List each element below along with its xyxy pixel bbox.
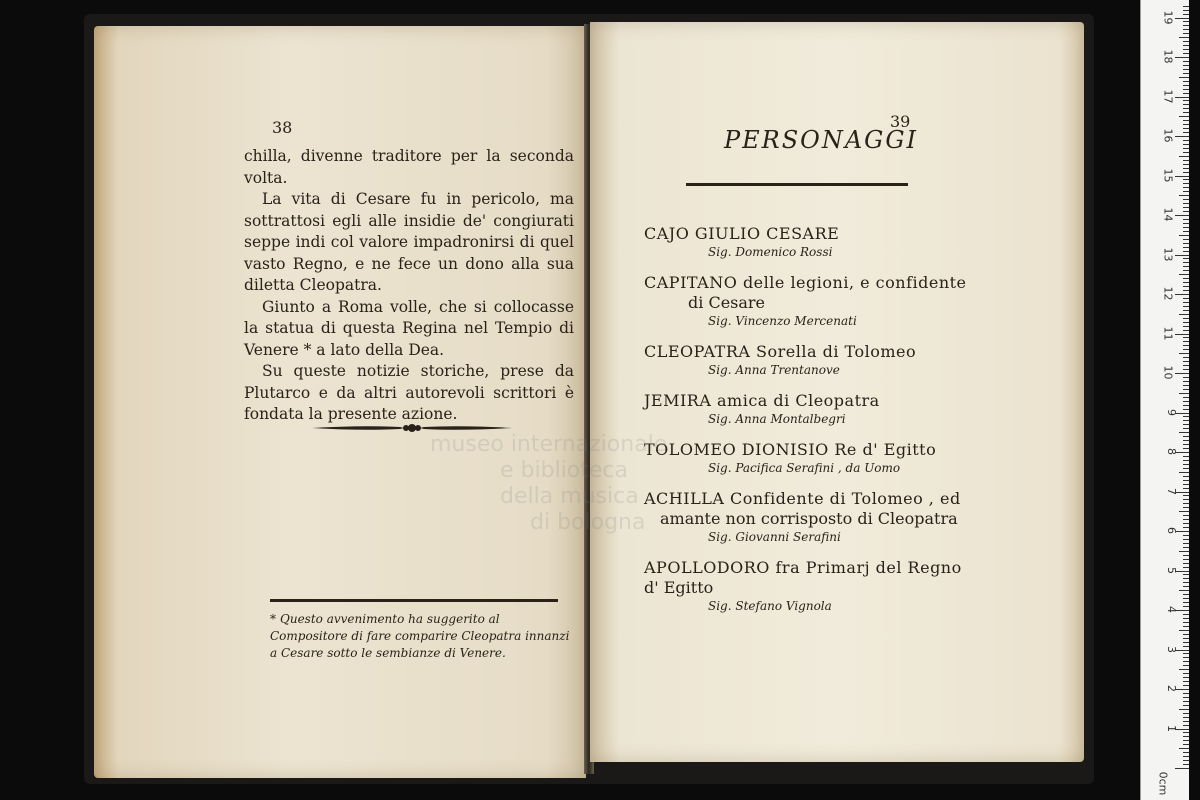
ruler-tick [1183,657,1189,658]
role-text: CAJO GIULIO CESARE [644,224,840,243]
cast-entry [644,558,974,615]
ruler-tick [1183,152,1189,153]
ruler-tick [1183,148,1189,149]
ruler-tick [1183,618,1189,619]
ruler-tick [1183,124,1189,125]
ruler-tick [1175,97,1189,98]
footnote-marker: * [270,612,276,626]
ruler-number: 2 [1165,685,1178,692]
watermark-line: e biblioteca [500,458,628,483]
ruler-tick [1183,744,1189,745]
ruler-tick [1183,61,1189,62]
ruler-tick [1183,752,1189,753]
ruler-tick [1183,183,1189,184]
cast-list [644,224,974,627]
ruler-tick [1175,215,1189,216]
ruler-tick [1183,128,1189,129]
ruler-number: 11 [1161,326,1175,340]
paragraph: Su queste notizie storiche, prese da Plutarco e da altri autorevoli scrittori è fondata la presente azione. [244,362,574,423]
ruler-tick [1183,14,1189,15]
ruler-tick [1183,239,1189,240]
watermark-line: della musica [500,484,639,509]
ruler-tick [1183,586,1189,587]
ruler-tick [1183,144,1189,145]
open-book [84,14,1094,784]
cast-entry [644,224,974,261]
ruler-tick [1179,590,1189,591]
ruler-tick [1183,247,1189,248]
ruler-tick [1179,37,1189,38]
ruler-tick [1183,527,1189,528]
ruler-tick [1183,112,1189,113]
ruler-tick [1183,736,1189,737]
ruler-tick [1183,420,1189,421]
ruler-number: 6 [1165,527,1178,534]
ruler-tick [1183,207,1189,208]
ruler-tick [1183,41,1189,42]
role-text-continued: di Cesare [688,293,766,312]
ruler-tick [1183,642,1189,643]
ruler-tick [1183,622,1189,623]
ruler-tick [1183,701,1189,702]
ruler-tick [1183,10,1189,11]
ruler-tick [1183,251,1189,252]
ruler-tick [1183,507,1189,508]
cast-entry [644,489,974,546]
ruler-number: 10 [1161,365,1175,380]
ruler-tick [1183,582,1189,583]
ruler-tick [1183,211,1189,212]
ruler-tick [1183,341,1189,342]
ruler-tick [1183,33,1189,34]
ruler-tick [1183,377,1189,378]
left-page [94,26,586,778]
role-text: TOLOMEO DIONISIO Re d' Egitto [644,440,937,459]
ruler-tick [1183,756,1189,757]
ruler-tick [1183,258,1189,259]
ruler-number: 14 [1161,207,1175,222]
ruler-tick [1183,262,1189,263]
watermark-line: museo internazionale [430,432,668,457]
ruler-tick [1183,499,1189,500]
ruler-number: 17 [1161,89,1175,103]
ruler-tick [1183,440,1189,441]
ruler-tick [1183,646,1189,647]
ruler-tick [1183,179,1189,180]
ruler-tick [1183,555,1189,556]
ruler-tick [1183,223,1189,224]
ruler-tick [1183,416,1189,417]
ruler-tick [1175,18,1189,19]
ruler-tick [1183,187,1189,188]
actor-name: Sig. Anna Trentanove [708,363,840,377]
ruler-number: 13 [1161,247,1175,261]
ruler-tick [1183,661,1189,662]
cast-entry [644,391,974,428]
ruler-tick [1183,243,1189,244]
ruler-tick [1183,409,1189,410]
ruler-number: 9 [1165,408,1178,416]
ruler-tick [1183,104,1189,105]
ruler-tick [1183,539,1189,540]
ruler-tick [1183,108,1189,109]
actor-name: Sig. Pacifica Serafini , da Uomo [708,461,901,475]
ruler-tick [1183,397,1189,398]
ruler-tick [1179,393,1189,394]
ruler-number: 8 [1165,448,1178,455]
ruler-tick [1179,472,1189,473]
ruler-tick [1183,764,1189,765]
footnote-rule [270,599,558,602]
cast-entry [644,273,974,330]
ruler-tick [1183,140,1189,141]
actor-name: Sig. Stefano Vignola [708,599,832,613]
ruler-number: 4 [1165,606,1178,613]
ruler-tick [1183,81,1189,82]
ruler-unit-label: 0cm [1156,771,1170,796]
ruler-number: 19 [1161,10,1175,24]
ruler-tick [1175,176,1189,177]
ruler-tick [1183,760,1189,761]
ruler-tick [1183,172,1189,173]
ruler-tick [1175,334,1189,335]
ruler-tick [1179,353,1189,354]
ruler-tick [1183,93,1189,94]
ruler-tick [1183,349,1189,350]
ruler-tick [1175,768,1189,769]
ruler-number: 5 [1165,566,1178,574]
ruler-tick [1183,231,1189,232]
ruler-tick [1183,29,1189,30]
footnote [270,611,570,662]
ruler-tick [1183,25,1189,26]
ruler-tick [1183,168,1189,169]
ruler-tick [1183,424,1189,425]
ruler-tick [1183,456,1189,457]
ruler-tick [1183,282,1189,283]
ruler-tick [1183,326,1189,327]
ruler-tick [1183,559,1189,560]
ruler-tick [1183,69,1189,70]
ruler-tick [1183,567,1189,568]
ruler-tick [1183,49,1189,50]
ruler-tick [1183,705,1189,706]
ruler-tick [1183,21,1189,22]
role-text: JEMIRA amica di Cleopatra [644,391,880,410]
left-page-text [244,146,574,426]
role-text: CAPITANO delle legioni, e confidente [644,273,967,292]
ruler-tick [1183,503,1189,504]
actor-name: Sig. Giovanni Serafini [708,530,841,544]
ruler-tick [1183,290,1189,291]
ruler-tick [1183,606,1189,607]
ruler-tick [1183,405,1189,406]
ruler-tick [1183,685,1189,686]
ruler-tick [1179,748,1189,749]
ruler-tick [1183,638,1189,639]
ruler-tick [1183,574,1189,575]
ruler-tick [1183,369,1189,370]
ruler-tick [1183,673,1189,674]
ruler-tick [1183,278,1189,279]
ruler-tick [1183,602,1189,603]
ruler-tick [1183,302,1189,303]
ruler-tick [1183,337,1189,338]
ruler-tick [1175,255,1189,256]
ruler-tick [1179,551,1189,552]
ruler-tick [1183,401,1189,402]
ruler-tick [1179,235,1189,236]
ruler-tick [1183,100,1189,101]
ruler-tick [1183,89,1189,90]
ruler-tick [1183,547,1189,548]
actor-name: Sig. Vincenzo Mercenati [708,314,857,328]
ruler-tick [1183,681,1189,682]
ruler-number: 3 [1165,645,1178,653]
footnote-text: Questo avvenimento ha suggerito al Compositore di fare comparire Cleopatra innanzi a Cesare sotto le sembianze di Venere. [270,612,570,660]
ruler-tick [1183,476,1189,477]
ruler-tick [1183,693,1189,694]
ruler-tick [1183,286,1189,287]
ruler-tick [1179,195,1189,196]
heading-rule [686,183,908,186]
cast-entry [644,440,974,477]
paragraph: La vita di Cesare fu in pericolo, ma sottrattosi egli alle insidie de' congiurati seppe indi col valore impadronirsi di quel vasto Regno, e ne fece un dono alla sua diletta Cleopatra. [244,190,574,294]
ruler-tick [1183,389,1189,390]
ruler-tick [1183,740,1189,741]
ruler-tick [1175,57,1189,58]
ruler-tick [1183,65,1189,66]
ruler-tick [1179,432,1189,433]
role-text-continued: amante non corrisposto di Cleopatra [660,509,958,528]
actor-name: Sig. Anna Montalbegri [708,412,846,426]
ruler-tick [1179,116,1189,117]
role-text-continued: d' Egitto [644,578,714,597]
ruler-tick [1183,357,1189,358]
ruler-tick [1183,448,1189,449]
ruler-tick [1183,436,1189,437]
ruler-tick [1183,598,1189,599]
watermark-line: di bologna [530,510,646,535]
ruler-number: 16 [1161,128,1175,143]
ruler-tick [1183,361,1189,362]
ruler-tick [1183,345,1189,346]
ruler-tick [1183,365,1189,366]
ruler-tick [1183,519,1189,520]
ruler-tick [1183,270,1189,271]
ruler-tick [1183,697,1189,698]
ruler-tick [1179,314,1189,315]
ruler-tick [1183,495,1189,496]
ruler-tick [1183,310,1189,311]
page-number-left: 38 [272,118,293,137]
ruler-tick [1183,677,1189,678]
ruler-tick [1183,523,1189,524]
ruler-tick [1183,535,1189,536]
ruler-tick [1183,480,1189,481]
ruler-tick [1183,614,1189,615]
ruler-tick [1175,373,1189,374]
role-text: CLEOPATRA Sorella di Tolomeo [644,342,917,361]
ruler-tick [1183,199,1189,200]
page-number-right: 39 [890,112,911,131]
ruler-tick [1183,713,1189,714]
ruler-tick [1183,219,1189,220]
ruler-tick [1183,266,1189,267]
ruler-tick [1183,428,1189,429]
ruler-number: 1 [1165,724,1178,732]
page-title: PERSONAGGI [723,126,918,154]
role-text: APOLLODORO fra Primarj del Regno [644,558,962,577]
ruler-tick [1183,578,1189,579]
ruler-number: 12 [1161,286,1175,301]
ruler-tick [1183,464,1189,465]
ruler-tick [1179,274,1189,275]
ruler-tick [1183,488,1189,489]
ruler-tick [1183,85,1189,86]
actor-name: Sig. Domenico Rossi [708,245,833,259]
ruler-tick [1183,385,1189,386]
ruler-tick [1183,160,1189,161]
ruler-tick [1179,630,1189,631]
ruler-number: 7 [1165,487,1178,495]
ruler-tick [1183,45,1189,46]
ruler-tick [1183,468,1189,469]
ruler-tick [1183,191,1189,192]
ruler-tick [1183,543,1189,544]
ruler-tick [1183,306,1189,307]
paragraph: Giunto a Roma volle, che si collocasse la statua di questa Regina nel Tempio di Venere * a lato della Dea. [244,297,574,359]
ruler-tick [1179,511,1189,512]
ruler-tick [1183,120,1189,121]
ruler-number: 15 [1161,168,1175,182]
ruler-tick [1183,53,1189,54]
ruler-tick [1183,381,1189,382]
ruler-tick [1183,732,1189,733]
paragraph: chilla, divenne traditore per la seconda volta. [244,147,574,187]
right-page [590,22,1084,762]
ruler-tick [1183,318,1189,319]
ruler-tick [1183,444,1189,445]
cast-entry [644,342,974,379]
ruler-tick [1183,132,1189,133]
ruler-number: 18 [1161,49,1175,64]
ruler-tick [1183,203,1189,204]
ruler-tick [1183,653,1189,654]
role-text: ACHILLA Confidente di Tolomeo , ed [644,489,961,508]
ruler-tick [1175,294,1189,295]
ruler-tick [1183,164,1189,165]
ruler-tick [1183,717,1189,718]
ruler-tick [1175,136,1189,137]
ruler-tick [1183,73,1189,74]
ruler-tick [1183,330,1189,331]
ruler-tick [1179,77,1189,78]
ruler-tick [1183,721,1189,722]
ruler-tick [1179,156,1189,157]
ruler-tick [1183,322,1189,323]
ruler-tick [1183,563,1189,564]
ruler-tick [1183,227,1189,228]
ruler-tick [1183,594,1189,595]
measurement-ruler [1140,0,1189,800]
ruler-tick [1183,725,1189,726]
ruler-tick [1183,460,1189,461]
ruler-tick [1183,634,1189,635]
ruler-tick [1179,669,1189,670]
ruler-tick [1183,298,1189,299]
ruler-tick [1183,484,1189,485]
ruler-tick [1183,6,1189,7]
library-watermark [430,432,667,536]
ruler-tick [1183,665,1189,666]
ruler-tick [1183,515,1189,516]
ruler-tick [1183,626,1189,627]
ruler-tick [1179,709,1189,710]
